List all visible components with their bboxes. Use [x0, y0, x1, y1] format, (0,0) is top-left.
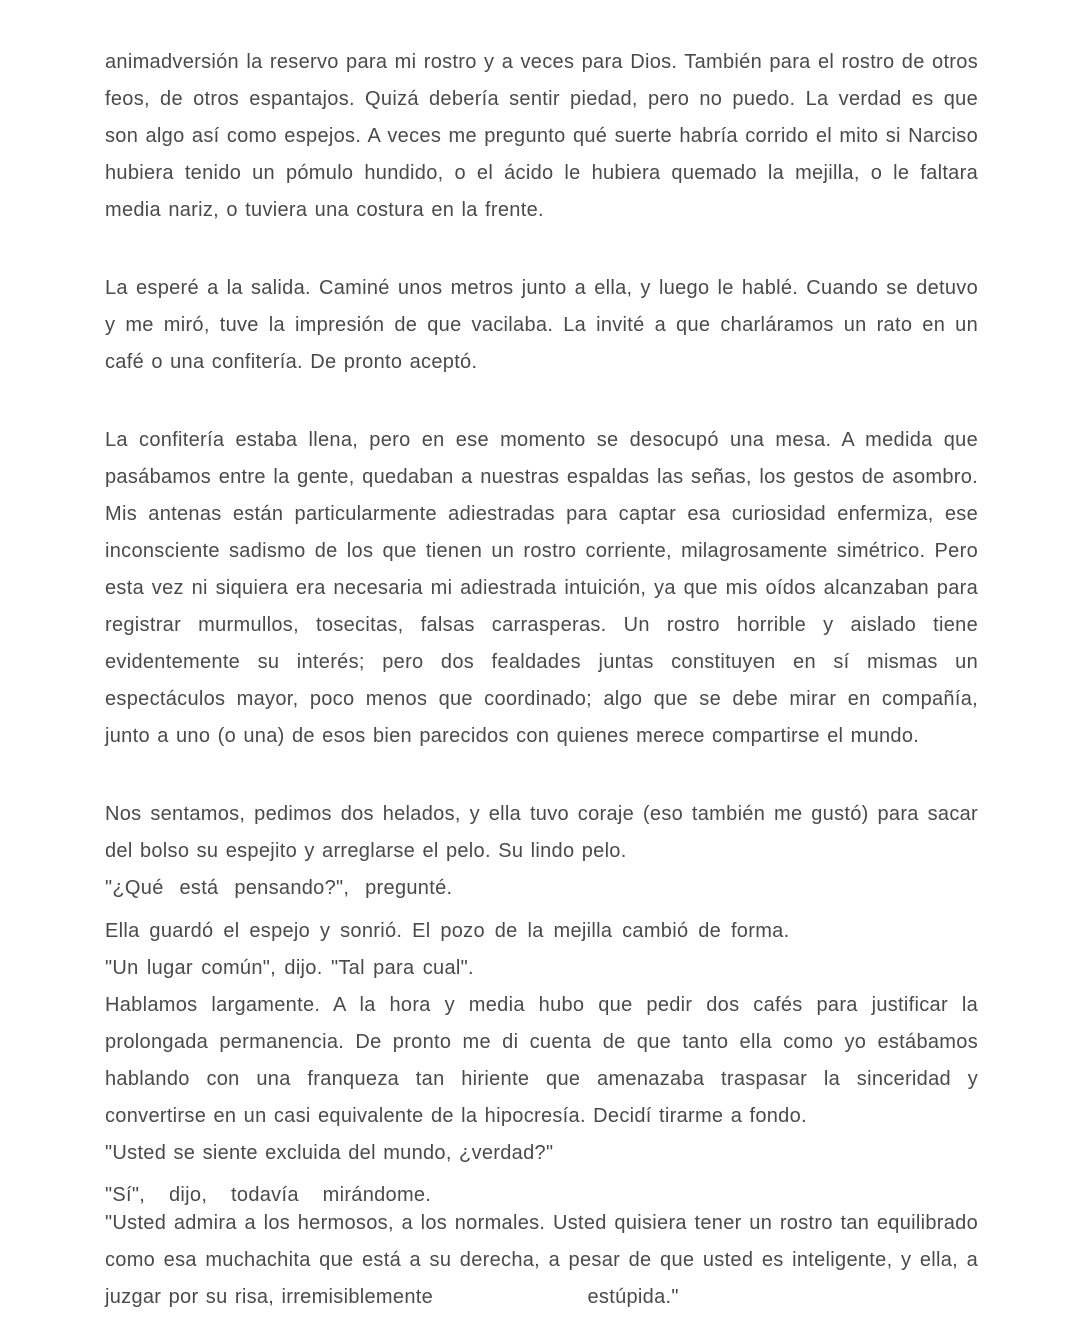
dialogue-line-4: "Sí", dijo, todavía mirándome. — [105, 1184, 432, 1206]
dialogue-line-3: "Usted se siente excluida del mundo, ¿verdad?" — [105, 1142, 554, 1164]
story-paragraph-1: animadversión la reservo para mi rostro y a veces para Dios. También para el rostro de otros feos, de otros espantajos. Quizá debería sentir piedad, pero no puedo. La verdad es que son algo así como espejos. A veces me pregunto qué suerte habría corrido el mito si Narciso hubiera tenido un pómulo hundido, o el ácido le hubiera quemado la mejilla, o le faltara media nariz, o tuviera una costura en la frente. — [105, 51, 978, 221]
dialogue-line-1: "¿Qué está pensando?", pregunté. — [105, 877, 453, 899]
story-line-1: Ella guardó el espejo y sonrió. El pozo de la mejilla cambió de forma. — [105, 920, 790, 942]
story-paragraph-3: La confitería estaba llena, pero en ese momento se desocupó una mesa. A medida que pasábamos entre la gente, quedaban a nuestras espaldas las señas, los gestos de asombro. Mis antenas están particularmente adiestradas para captar esa curiosidad enfermiza, ese inconsciente sadismo de los que tienen un rostro corriente, milagrosamente simétrico. Pero esta vez ni siquiera era necesaria mi adiestrada intuición, ya que mis oídos alcanzaban para registrar murmullos, tosecitas, falsas carrasperas. Un rostro horrible y aislado tiene evidentemente su interés; pero dos fealdades juntas constituyen en sí mismas un espectáculos mayor, poco menos que coordinado; algo que se debe mirar en compañía, junto a uno (o una) de esos bien parecidos con quienes merece compartirse el mundo. — [105, 429, 978, 747]
story-paragraph-5: Hablamos largamente. A la hora y media hubo que pedir dos cafés para justificar la prolongada permanencia. De pronto me di cuenta de que tanto ella como yo estábamos hablando con una franqueza tan hiriente que amenazaba traspasar la sinceridad y convertirse en un casi equivalente de la hipocresía. Decidí tirarme a fondo. — [105, 994, 978, 1127]
story-paragraph-6: "Usted admira a los hermosos, a los normales. Usted quisiera tener un rostro tan equilibrado como esa muchachita que está a su derecha, a pesar de que usted es inteligente, y ella, a juzgar por su risa, irremisiblemente estúpida." — [105, 1212, 978, 1308]
dialogue-line-2: "Un lugar común", dijo. "Tal para cual". — [105, 957, 474, 979]
story-paragraph-4: Nos sentamos, pedimos dos helados, y ella tuvo coraje (eso también me gustó) para sacar del bolso su espejito y arreglarse el pelo. Su lindo pelo. — [105, 803, 978, 862]
story-paragraph-2: La esperé a la salida. Caminé unos metros junto a ella, y luego le hablé. Cuando se detuvo y me miró, tuve la impresión de que vacilaba. La invité a que charláramos un rato en un café o una confitería. De pronto aceptó. — [105, 277, 978, 373]
